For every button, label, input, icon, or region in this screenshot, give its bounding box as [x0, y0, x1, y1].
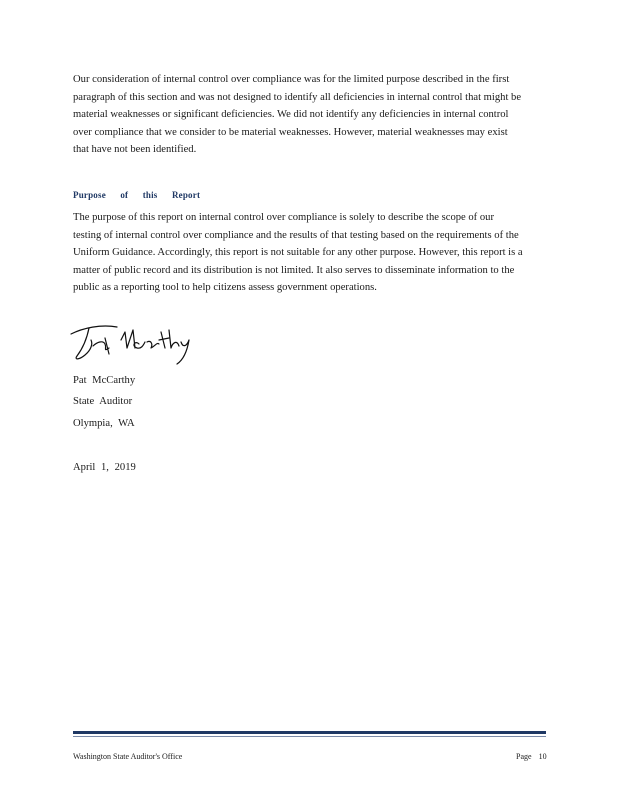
purpose-paragraph: The purpose of this report on internal control over compliance is solely to describe the scope of our testing of internal control over compliance and the results of that testing based on the requirements of the Uniform Guidance. Accordingly, this report is not suitable for any other purpose. However, this report is a matter of public record and its distribution is not limited. It also serves to disseminate information to the public as a reporting tool to help citizens assess government operations. — [73, 212, 523, 294]
signature-image — [69, 318, 197, 366]
section-heading: Purpose of this Report — [73, 190, 201, 200]
page-number: 10 — [538, 752, 547, 761]
signatory-title: State Auditor — [73, 396, 133, 407]
signatory-location: Olympia, WA — [73, 418, 135, 429]
footer-page-number — [516, 752, 547, 761]
report-date: April 1, 2019 — [73, 462, 136, 473]
compliance-paragraph: Our consideration of internal control over compliance was for the limited purpose described in the first paragraph of this section and was not designed to identify all deficiencies in internal control that might be material weaknesses or significant deficiencies. We did not identify any deficiencies in internal control over compliance that we consider to be material weaknesses. However, material weaknesses may exist that have not been identified. — [73, 74, 522, 156]
page-label: Page — [516, 752, 532, 761]
signatory-name: Pat McCarthy — [73, 375, 136, 386]
footer-rule-thick — [73, 731, 546, 734]
footer-office-name: Washington State Auditor's Office — [73, 752, 183, 761]
footer-rule-thin — [73, 736, 546, 737]
